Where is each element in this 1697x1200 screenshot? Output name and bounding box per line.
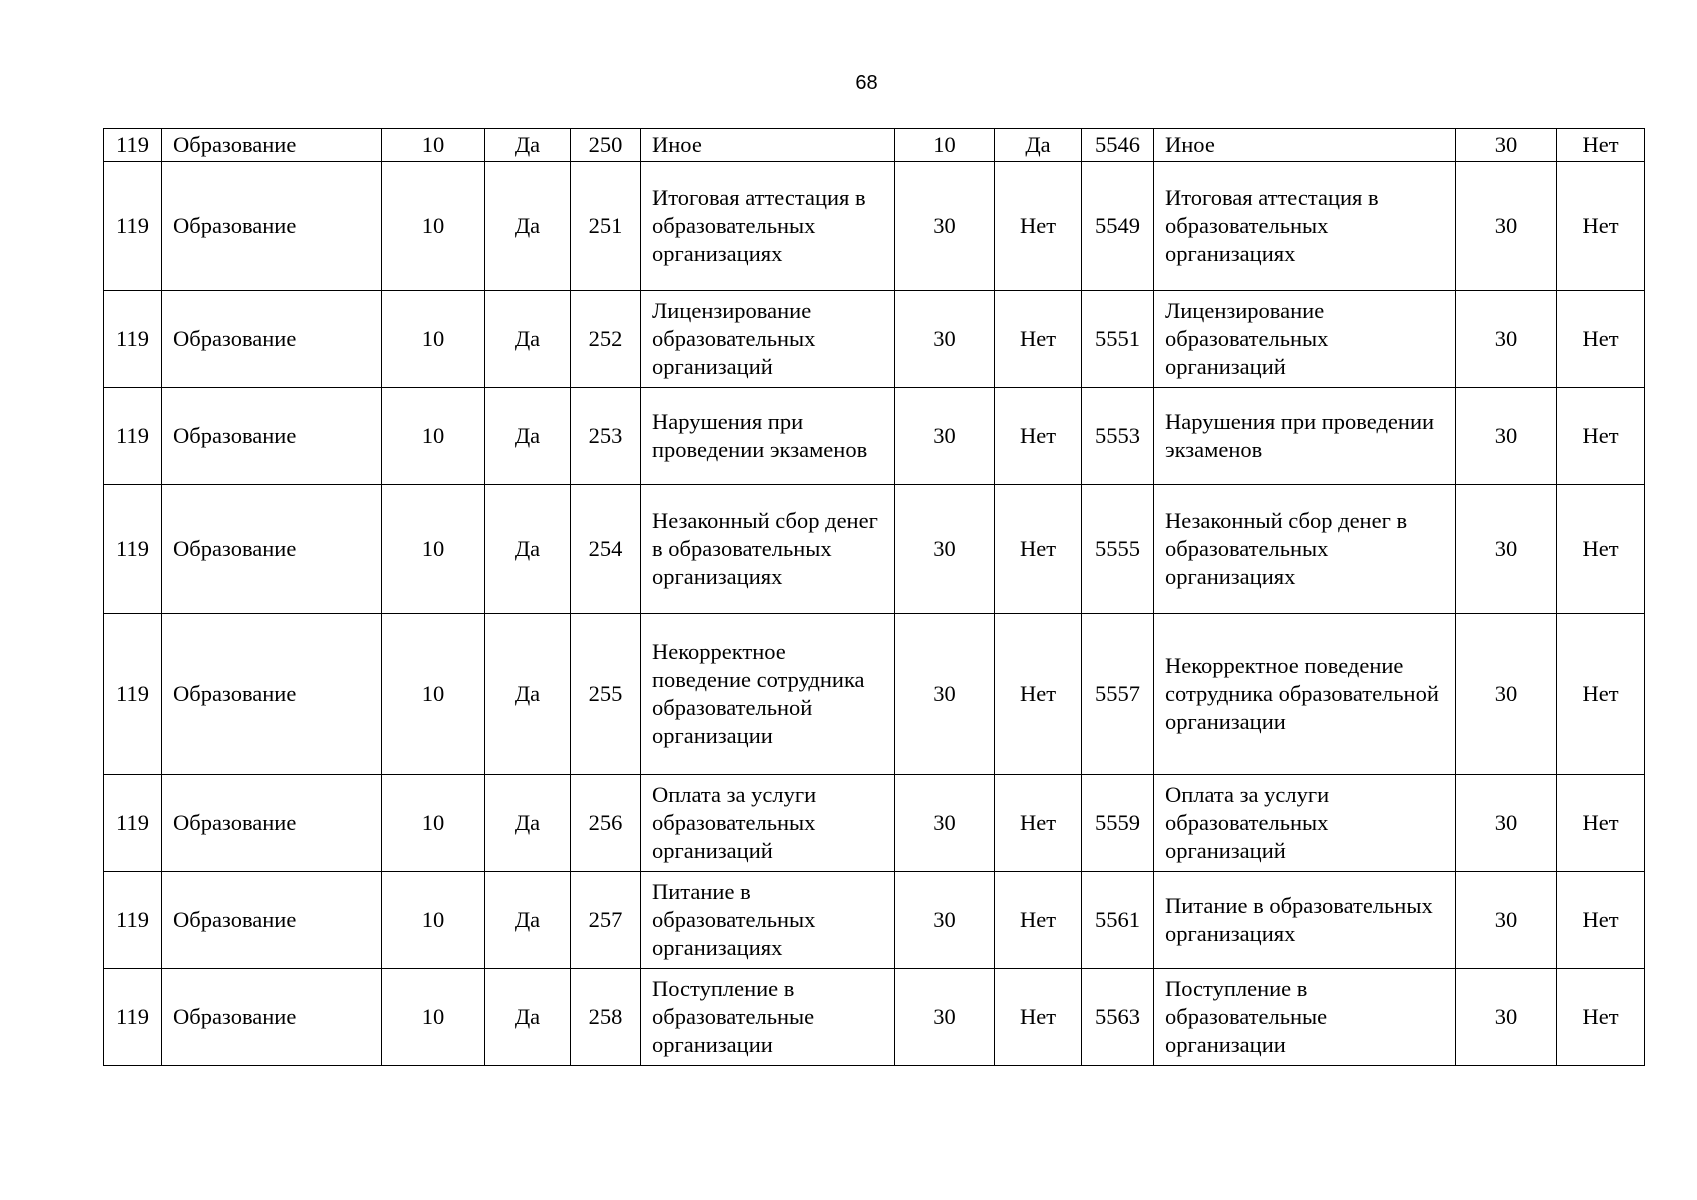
table-row	[104, 129, 1645, 162]
category-name: Образование	[162, 129, 382, 162]
subcategory-code: 251	[571, 162, 641, 291]
topic-deadline: 30	[1456, 775, 1557, 872]
subcategory-flag: Нет	[995, 775, 1082, 872]
topic-code: 5553	[1082, 388, 1154, 485]
subcategory-flag: Нет	[995, 872, 1082, 969]
category-flag: Да	[485, 872, 571, 969]
category-name: Образование	[162, 872, 382, 969]
category-name: Образование	[162, 291, 382, 388]
topic-name: Некорректное поведение сотрудника образовательной организации	[1154, 614, 1456, 775]
page-number: 68	[855, 72, 878, 94]
subcategory-code: 250	[571, 129, 641, 162]
topic-name: Лицензирование образовательных организаций	[1154, 291, 1456, 388]
topic-name: Поступление в образовательные организации	[1154, 969, 1456, 1066]
subcategory-name: Некорректное поведение сотрудника образовательной организации	[641, 614, 895, 775]
category-deadline: 10	[382, 872, 485, 969]
subcategory-deadline: 30	[895, 162, 995, 291]
topic-code: 5551	[1082, 291, 1154, 388]
subcategory-code: 257	[571, 872, 641, 969]
category-deadline: 10	[382, 775, 485, 872]
subcategory-deadline: 30	[895, 485, 995, 614]
table-row	[104, 969, 1645, 1066]
subcategory-deadline: 30	[895, 388, 995, 485]
topic-deadline: 30	[1456, 614, 1557, 775]
topic-name: Иное	[1154, 129, 1456, 162]
subcategory-flag: Нет	[995, 969, 1082, 1066]
category-name: Образование	[162, 614, 382, 775]
category-deadline: 10	[382, 485, 485, 614]
subcategory-deadline: 30	[895, 872, 995, 969]
topic-code: 5557	[1082, 614, 1154, 775]
topic-deadline: 30	[1456, 291, 1557, 388]
topic-flag: Нет	[1557, 291, 1645, 388]
category-code: 119	[104, 485, 162, 614]
topic-name: Питание в образовательных организациях	[1154, 872, 1456, 969]
topic-name: Оплата за услуги образовательных организаций	[1154, 775, 1456, 872]
topic-flag: Нет	[1557, 162, 1645, 291]
category-name: Образование	[162, 775, 382, 872]
subcategory-name: Поступление в образовательные организации	[641, 969, 895, 1066]
subcategory-name: Оплата за услуги образовательных организаций	[641, 775, 895, 872]
topic-deadline: 30	[1456, 485, 1557, 614]
table-row	[104, 291, 1645, 388]
category-name: Образование	[162, 485, 382, 614]
subcategory-flag: Нет	[995, 291, 1082, 388]
subcategory-deadline: 30	[895, 775, 995, 872]
category-code: 119	[104, 614, 162, 775]
subcategory-code: 258	[571, 969, 641, 1066]
topic-deadline: 30	[1456, 162, 1557, 291]
subcategory-name: Нарушения при проведении экзаменов	[641, 388, 895, 485]
category-deadline: 10	[382, 129, 485, 162]
topic-flag: Нет	[1557, 485, 1645, 614]
table-row	[104, 614, 1645, 775]
topic-code: 5559	[1082, 775, 1154, 872]
category-code: 119	[104, 129, 162, 162]
category-deadline: 10	[382, 969, 485, 1066]
topic-flag: Нет	[1557, 775, 1645, 872]
subcategory-flag: Нет	[995, 614, 1082, 775]
subcategory-name: Питание в образовательных организациях	[641, 872, 895, 969]
category-code: 119	[104, 388, 162, 485]
subcategory-code: 252	[571, 291, 641, 388]
category-flag: Да	[485, 969, 571, 1066]
topic-flag: Нет	[1557, 129, 1645, 162]
subcategory-name: Лицензирование образовательных организаций	[641, 291, 895, 388]
topic-code: 5546	[1082, 129, 1154, 162]
category-flag: Да	[485, 291, 571, 388]
topic-flag: Нет	[1557, 969, 1645, 1066]
topic-flag: Нет	[1557, 872, 1645, 969]
topic-name: Итоговая аттестация в образовательных организациях	[1154, 162, 1456, 291]
subcategory-code: 256	[571, 775, 641, 872]
subcategory-name: Иное	[641, 129, 895, 162]
topic-code: 5563	[1082, 969, 1154, 1066]
category-code: 119	[104, 291, 162, 388]
table-row	[104, 485, 1645, 614]
subcategory-flag: Да	[995, 129, 1082, 162]
category-flag: Да	[485, 485, 571, 614]
topic-flag: Нет	[1557, 388, 1645, 485]
subcategory-flag: Нет	[995, 485, 1082, 614]
topic-name: Незаконный сбор денег в образовательных организациях	[1154, 485, 1456, 614]
subcategory-deadline: 30	[895, 969, 995, 1066]
classification-table	[103, 128, 1645, 1066]
category-name: Образование	[162, 388, 382, 485]
category-flag: Да	[485, 388, 571, 485]
category-name: Образование	[162, 162, 382, 291]
subcategory-deadline: 30	[895, 291, 995, 388]
table-row	[104, 872, 1645, 969]
category-flag: Да	[485, 775, 571, 872]
category-code: 119	[104, 872, 162, 969]
topic-name: Нарушения при проведении экзаменов	[1154, 388, 1456, 485]
subcategory-flag: Нет	[995, 162, 1082, 291]
category-deadline: 10	[382, 162, 485, 291]
topic-code: 5561	[1082, 872, 1154, 969]
topic-deadline: 30	[1456, 872, 1557, 969]
topic-deadline: 30	[1456, 129, 1557, 162]
subcategory-deadline: 10	[895, 129, 995, 162]
topic-code: 5549	[1082, 162, 1154, 291]
category-flag: Да	[485, 614, 571, 775]
table-row	[104, 162, 1645, 291]
subcategory-code: 254	[571, 485, 641, 614]
subcategory-name: Незаконный сбор денег в образовательных организациях	[641, 485, 895, 614]
category-code: 119	[104, 162, 162, 291]
category-deadline: 10	[382, 291, 485, 388]
table-row	[104, 775, 1645, 872]
topic-deadline: 30	[1456, 969, 1557, 1066]
category-deadline: 10	[382, 614, 485, 775]
category-name: Образование	[162, 969, 382, 1066]
topic-flag: Нет	[1557, 614, 1645, 775]
topic-deadline: 30	[1456, 388, 1557, 485]
category-deadline: 10	[382, 388, 485, 485]
subcategory-name: Итоговая аттестация в образовательных организациях	[641, 162, 895, 291]
table-row	[104, 388, 1645, 485]
subcategory-code: 255	[571, 614, 641, 775]
topic-code: 5555	[1082, 485, 1154, 614]
category-flag: Да	[485, 162, 571, 291]
category-code: 119	[104, 969, 162, 1066]
category-code: 119	[104, 775, 162, 872]
category-flag: Да	[485, 129, 571, 162]
subcategory-deadline: 30	[895, 614, 995, 775]
subcategory-code: 253	[571, 388, 641, 485]
subcategory-flag: Нет	[995, 388, 1082, 485]
